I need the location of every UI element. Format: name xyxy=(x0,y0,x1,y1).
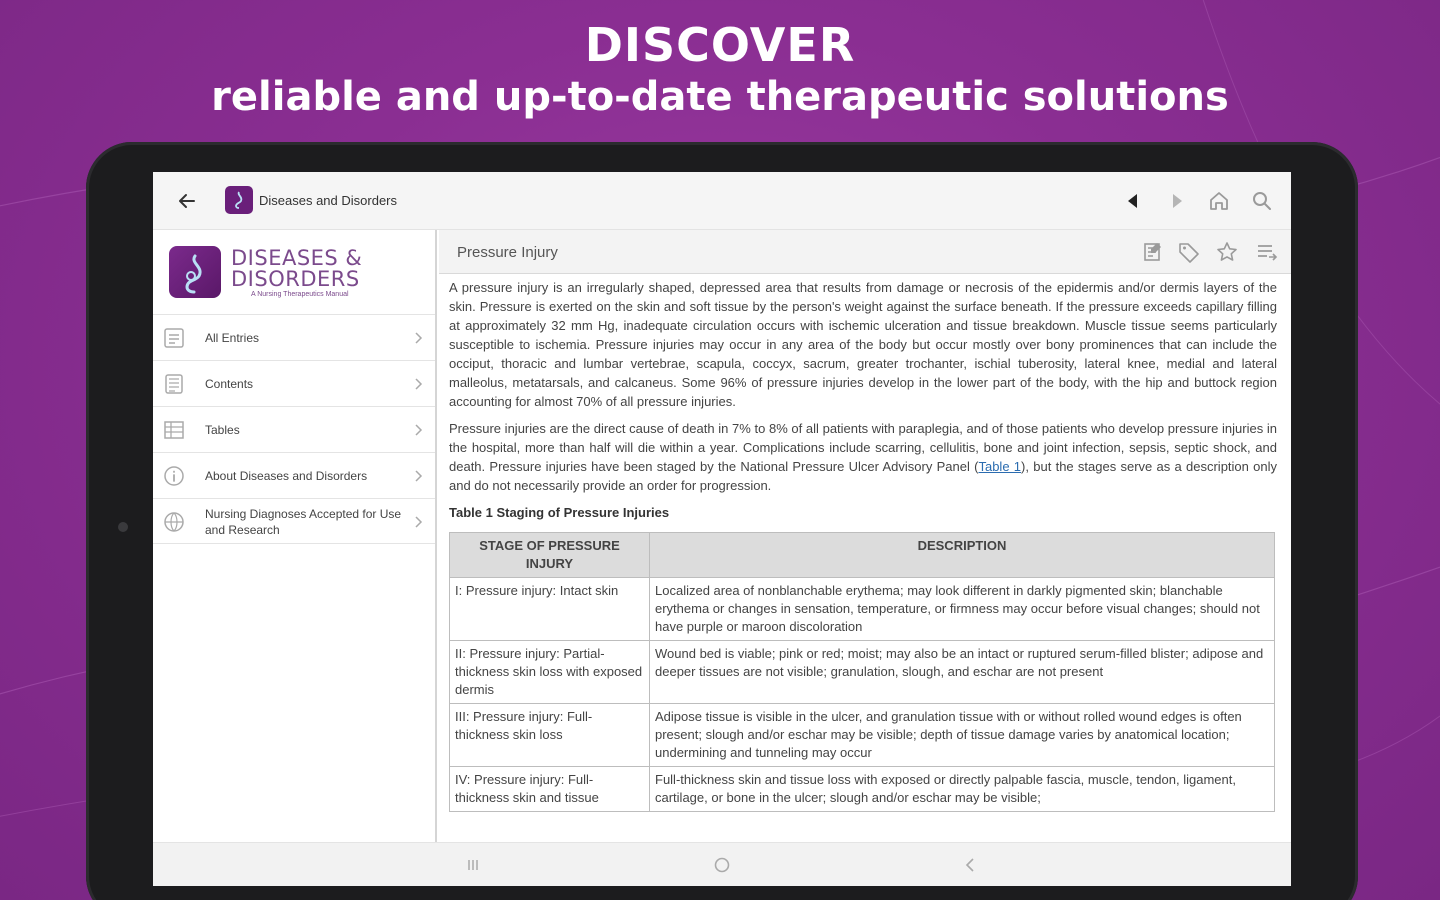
sidebar-item-contents[interactable] xyxy=(153,360,435,406)
table-cell: IV: Pressure injury: Full-thickness skin and tissue xyxy=(450,767,650,812)
app-toolbar xyxy=(153,172,1291,230)
table-cell: III: Pressure injury: Full-thickness skin loss xyxy=(450,704,650,767)
book-logo-icon xyxy=(169,246,221,298)
sidebar-item-all-entries[interactable] xyxy=(153,314,435,360)
notes-icon[interactable] xyxy=(1141,240,1165,264)
sidebar-item-about[interactable] xyxy=(153,452,435,498)
staging-table xyxy=(449,532,1275,812)
home-circle-icon[interactable] xyxy=(712,855,732,875)
sidebar-item-tables[interactable] xyxy=(153,406,435,452)
article-body xyxy=(449,278,1277,844)
chevron-right-icon xyxy=(413,515,423,529)
promo-title: DISCOVER xyxy=(584,18,856,72)
sidebar-item-label: Tables xyxy=(205,423,240,437)
paragraph-text: Pressure injuries are the direct cause of death in 7% to 8% of all patients with paraplegia, and of those patients who develop pressure injuries in the hospital, more than half will die within a year. Complications include scarring, cellulitis, bone and joint infection, sepsis, septic shock, and death. Pressure injuries have been staged by the National Pressure Ulcer Advisory Panel ( xyxy=(449,421,1277,474)
search-icon[interactable] xyxy=(1250,189,1274,213)
table-1-link[interactable]: Table 1 xyxy=(978,459,1022,474)
article-paragraph xyxy=(449,419,1277,495)
next-icon[interactable] xyxy=(1165,189,1189,213)
sidebar xyxy=(153,230,437,842)
table-cell: II: Pressure injury: Partial-thickness skin loss with exposed dermis xyxy=(450,641,650,704)
list-add-icon[interactable] xyxy=(1255,240,1279,264)
table-cell: Adipose tissue is visible in the ulcer, and granulation tissue with or without rolled wound edges is often present; slough and/or eschar may be visible; depth of tissue damage varies by anatomical location; undermining and tunneling may occur xyxy=(650,704,1275,767)
table-cell: I: Pressure injury: Intact skin xyxy=(450,578,650,641)
content-pane xyxy=(439,230,1291,842)
table-header-row xyxy=(450,533,1275,578)
app-screen xyxy=(153,172,1291,886)
sidebar-menu xyxy=(153,314,435,544)
sidebar-item-label: Contents xyxy=(205,377,254,391)
star-icon[interactable] xyxy=(1215,240,1239,264)
back-arrow-icon[interactable] xyxy=(175,189,199,213)
previous-icon[interactable] xyxy=(1121,189,1145,213)
app-title: Diseases and Disorders xyxy=(259,193,398,208)
sidebar-item-nursing-diagnoses[interactable] xyxy=(153,498,435,544)
sidebar-item-label: About Diseases and Disorders xyxy=(205,469,368,483)
chevron-right-icon xyxy=(413,423,423,437)
table-row xyxy=(450,578,1275,641)
tag-icon[interactable] xyxy=(1177,240,1201,264)
back-chevron-icon[interactable] xyxy=(961,855,981,875)
camera-dot xyxy=(118,522,128,532)
table-row xyxy=(450,641,1275,704)
globe-icon xyxy=(163,511,185,533)
table-cell: Full-thickness skin and tissue loss with exposed or directly palpable fascia, muscle, tendon, ligament, cartilage, or bone in the ulcer; slough and/or eschar may be visible; xyxy=(650,767,1275,812)
recent-apps-icon[interactable] xyxy=(463,855,483,875)
home-icon[interactable] xyxy=(1207,189,1231,213)
info-icon xyxy=(163,465,185,487)
book-logo-line2: DISORDERS xyxy=(231,267,360,291)
book-logo-line1: DISEASES & xyxy=(231,246,363,270)
chevron-right-icon xyxy=(413,469,423,483)
list-icon xyxy=(163,327,185,349)
app-logo-icon xyxy=(225,186,253,214)
table-cell: Localized area of nonblanchable erythema; may look different in darkly pigmented skin; blanchable erythema or changes in sensation, temperature, or firmness may occur before visual changes; should not have purple or maroon discoloration xyxy=(650,578,1275,641)
table-header-cell: STAGE OF PRESSURE INJURY xyxy=(450,533,650,578)
page-title: Pressure Injury xyxy=(457,244,558,261)
table-cell: Wound bed is viable; pink or red; moist; may also be an intact or ruptured serum-filled blister; adipose and deeper tissues are not visible; granulation, slough, and eschar are not present xyxy=(650,641,1275,704)
sidebar-item-label: Nursing Diagnoses Accepted for Use and Research xyxy=(205,507,402,537)
promo-subtitle: reliable and up-to-date therapeutic solutions xyxy=(211,74,1229,120)
content-header xyxy=(439,230,1291,274)
table-icon xyxy=(163,419,185,441)
chevron-right-icon xyxy=(413,377,423,391)
system-navigation-bar xyxy=(153,842,1291,886)
table-caption: Table 1 Staging of Pressure Injuries xyxy=(449,505,670,520)
table-header-cell: DESCRIPTION xyxy=(650,533,1275,578)
sidebar-item-label: All Entries xyxy=(205,331,260,345)
book-logo xyxy=(169,246,429,306)
contents-icon xyxy=(163,373,185,395)
table-row xyxy=(450,767,1275,812)
promo-headline xyxy=(0,18,1440,122)
article-paragraph: A pressure injury is an irregularly shaped, depressed area that results from damage or necrosis of the epidermis and/or dermis layers of the skin. Pressure is exerted on the skin and soft tissue by the person's weight against the surface beneath. If the pressure exceeds capillary filling at approximately 32 mm Hg, inadequate circulation occurs with ischemic ulceration and tissue breakdown. Muscle tissue seems particularly susceptible to ischemia. Pressure injuries may occur in any area of the body but occur mostly over bony prominences that can include the occiput, thoracic and lumbar vertebrae, scapula, coccyx, sacrum, greater trochanter, ischial tuberosity, lateral knee, medial and lateral malleolus, metatarsals, and calcaneus. Some 96% of pressure injuries develop in the lower part of the body, with the hip and buttock region accounting for almost 70% of all pressure injuries. xyxy=(449,280,1277,409)
table-row xyxy=(450,704,1275,767)
chevron-right-icon xyxy=(413,331,423,345)
book-logo-tagline: A Nursing Therapeutics Manual xyxy=(251,291,349,298)
paragraph-text: ), but the stages serve as a description only and do not necessarily provide an order for progression. xyxy=(449,459,1277,493)
